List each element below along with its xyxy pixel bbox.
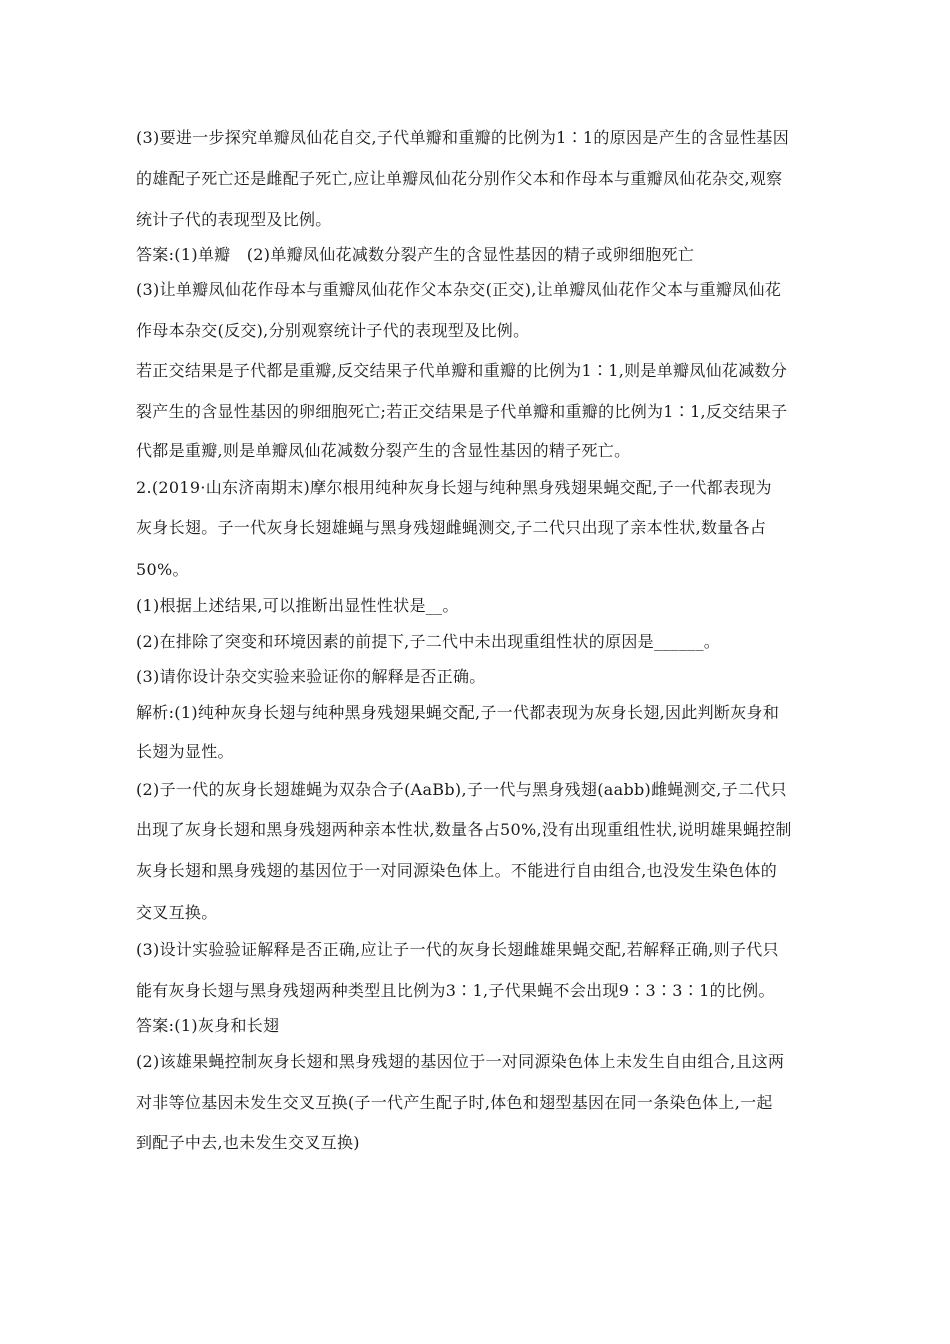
text-line: 解析:(1)纯种灰身长翅与纯种黑身残翅果蝇交配,子一代都表现为灰身长翅,因此判断灰身和: [136, 703, 780, 722]
text-line: 对非等位基因未发生交叉互换(子一代产生配子时,体色和翅型基因在同一条染色体上,一起: [136, 1093, 773, 1112]
text-line: 灰身长翅和黑身残翅的基因位于一对同源染色体上。不能进行自由组合,也没发生染色体的: [136, 861, 778, 880]
text-line: 若正交结果是子代都是重瓣,反交结果子代单瓣和重瓣的比例为1∶1,则是单瓣凤仙花减数分: [136, 361, 788, 380]
text-line: 代都是重瓣,则是单瓣凤仙花减数分裂产生的含显性基因的精子死亡。: [136, 441, 631, 460]
text-line: (3)设计实验验证解释是否正确,应让子一代的灰身长翅雌雄果蝇交配,若解释正确,则子代只: [136, 940, 779, 959]
text-line: 出现了灰身长翅和黑身残翅两种亲本性状,数量各占50%,没有出现重组性状,说明雄果蝇控制: [136, 820, 792, 839]
text-line: (1)根据上述结果,可以推断出显性性状是__。: [136, 596, 459, 615]
text-line: 长翅为显性。: [136, 742, 234, 761]
text-line: 灰身长翅。子一代灰身长翅雄蝇与黑身残翅雌蝇测交,子二代只出现了亲本性状,数量各占: [136, 518, 767, 537]
text-line: 裂产生的含显性基因的卵细胞死亡;若正交结果是子代单瓣和重瓣的比例为1∶1,反交结果子: [136, 402, 788, 421]
text-line: (3)让单瓣凤仙花作母本与重瓣凤仙花作父本杂交(正交),让单瓣凤仙花作父本与重瓣凤仙花: [136, 280, 782, 299]
text-line: (2)在排除了突变和环境因素的前提下,子二代中未出现重组性状的原因是______。: [136, 632, 721, 651]
text-line: (3)要进一步探究单瓣凤仙花自交,子代单瓣和重瓣的比例为1∶1的原因是产生的含显性基因: [136, 128, 790, 147]
text-line: 答案:(1)灰身和长翅: [136, 1016, 280, 1035]
text-line: 答案:(1)单瓣 (2)单瓣凤仙花减数分裂产生的含显性基因的精子或卵细胞死亡: [136, 245, 695, 264]
text-line: (2)子一代的灰身长翅雄蝇为双杂合子(AaBb),子一代与黑身残翅(aabb)雌蝇测交,子二代只: [136, 780, 787, 799]
text-line: 50%。: [136, 560, 189, 579]
text-line: 2.(2019·山东济南期末)摩尔根用纯种灰身长翅与纯种黑身残翅果蝇交配,子一代都表现为: [136, 478, 772, 497]
text-line: 的雄配子死亡还是雌配子死亡,应让单瓣凤仙花分别作父本和作母本与重瓣凤仙花杂交,观察: [136, 169, 783, 188]
text-line: 到配子中去,也未发生交叉互换): [136, 1133, 360, 1152]
text-line: 交叉互换。: [136, 903, 218, 922]
text-line: 作母本杂交(反交),分别观察统计子代的表现型及比例。: [136, 321, 530, 340]
text-line: (2)该雄果蝇控制灰身长翅和黑身残翅的基因位于一对同源染色体上未发生自由组合,且这两: [136, 1052, 785, 1071]
text-line: 统计子代的表现型及比例。: [136, 210, 332, 229]
text-line: (3)请你设计杂交实验来验证你的解释是否正确。: [136, 667, 486, 686]
text-line: 能有灰身长翅与黑身残翅两种类型且比例为3∶1,子代果蝇不会出现9∶3∶3∶1的比例。: [136, 981, 775, 1000]
